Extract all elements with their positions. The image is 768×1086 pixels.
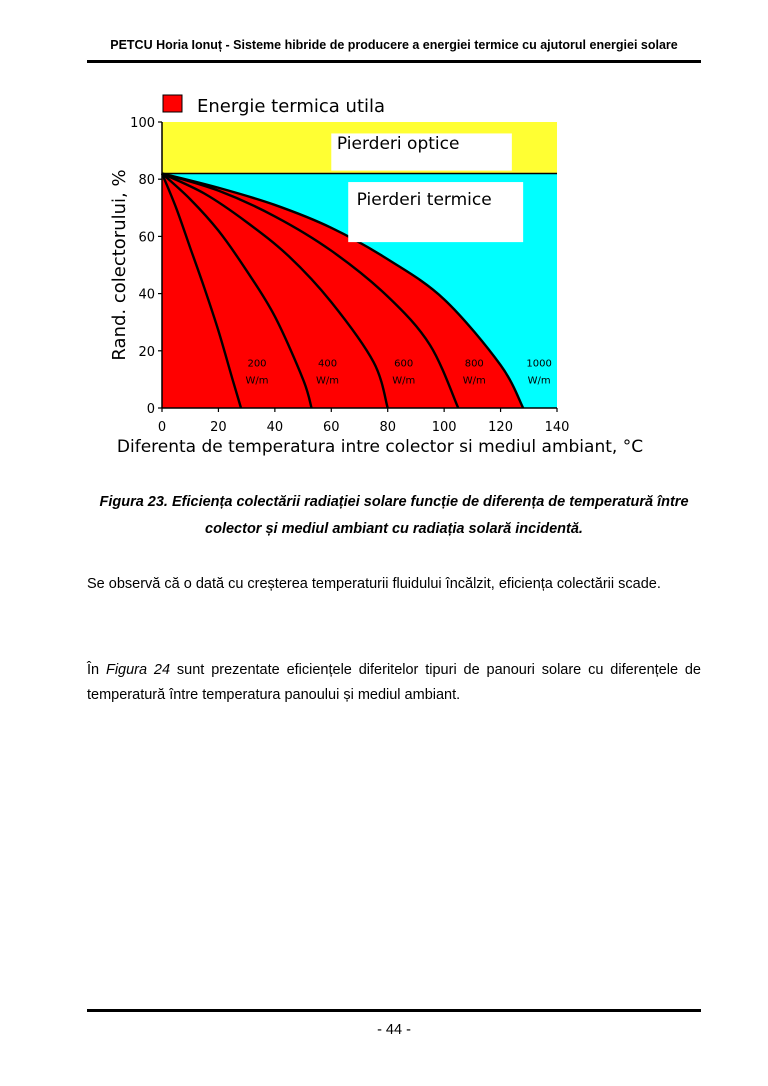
x-axis-label: Diferenta de temperatura intre colector si mediul ambiant, °C [116,437,644,457]
series-label-unit-5: W/m [527,375,551,387]
series-label-unit-4: W/m [462,375,486,387]
y-tick-label-3: 60 [138,230,155,246]
series-label-unit-1: W/m [245,375,269,387]
y-tick-label-5: 100 [130,116,155,131]
legend-label: Energie termica utila [197,96,386,117]
paragraph-2 [87,658,701,708]
y-tick-label-2: 40 [138,287,155,303]
figure-caption: Figura 23. Eficiența colectării radiației solare funcție de diferența de temperatură între colector și mediul ambiant cu radiația solară incidentă. [99,494,689,537]
x-tick-label-5: 100 [431,420,457,435]
series-label-value-2: 400 [317,358,338,370]
footer-rule [87,1009,701,1012]
x-tick-label-7: 140 [544,420,570,435]
optical-losses-label: Pierderi optice [336,134,460,155]
y-tick-label-4: 80 [138,173,155,189]
header-rule [87,60,701,63]
series-label-value-3: 600 [394,358,414,370]
x-tick-label-4: 80 [379,420,396,435]
y-tick-label-0: 0 [146,402,155,417]
series-label-value-4: 800 [464,358,484,370]
paragraph-1: Se observă că o dată cu creșterea temperaturii fluidului încălzit, eficiența colectării scade. [87,576,661,592]
x-tick-label-3: 60 [323,420,340,435]
efficiency-chart [105,88,665,468]
page-number: - 44 - [377,1022,411,1038]
thermal-losses-label: Pierderi termice [356,189,492,210]
x-tick-label-2: 40 [266,420,284,435]
paragraph-2-rest: sunt prezentate eficiențele diferitelor tipuri de panouri solare cu diferențele de temperatură între temperatura panoului și mediul ambiant. [87,662,701,703]
series-label-unit-3: W/m [392,375,416,387]
y-tick-label-1: 20 [138,344,155,360]
paragraph-2-prefix: În [87,662,106,678]
x-tick-label-0: 0 [157,420,167,435]
legend-swatch [163,95,182,112]
x-tick-label-1: 20 [210,420,227,435]
figure-reference-link: Figura 24 [105,662,171,678]
y-axis-label: Rand. colectorului, % [109,169,130,361]
x-tick-label-6: 120 [488,420,513,435]
series-label-unit-2: W/m [316,375,340,387]
series-label-value-1: 200 [247,358,267,370]
series-label-value-5: 1000 [526,358,552,370]
running-header: PETCU Horia Ionuț - Sisteme hibride de producere a energiei termice cu ajutorul energiei solare [110,38,678,52]
